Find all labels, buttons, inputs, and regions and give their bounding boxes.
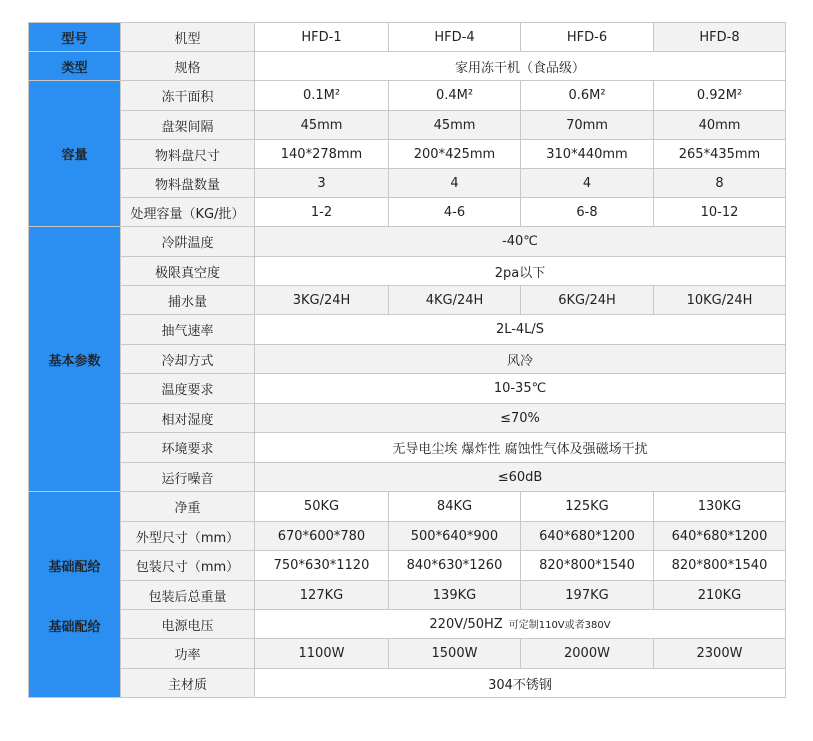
- cell-value: 125KG: [521, 492, 654, 522]
- cell-value: 0.92M²: [654, 81, 786, 111]
- table-row: [29, 404, 786, 433]
- cell-value: 265*435mm: [654, 140, 786, 169]
- row-label: 包装后总重量: [121, 581, 255, 610]
- cell-value: 4: [521, 169, 654, 198]
- cell-value: 45mm: [389, 111, 521, 140]
- cell-value: 10KG/24H: [654, 286, 786, 315]
- row-label: 包装尺寸（mm）: [121, 551, 255, 581]
- spec-value: 304不锈钢: [255, 669, 786, 698]
- cell-value: 2000W: [521, 639, 654, 669]
- cell-value: 820*800*1540: [521, 551, 654, 581]
- row-label: 冷阱温度: [121, 227, 255, 257]
- row-label: 运行噪音: [121, 463, 255, 492]
- table-row: [29, 433, 786, 463]
- cell-value: 4: [389, 169, 521, 198]
- row-label: 抽气速率: [121, 315, 255, 345]
- cell-value: 2300W: [654, 639, 786, 669]
- cell-value: 127KG: [255, 581, 389, 610]
- spec-value: -40℃: [255, 227, 786, 257]
- spec-value: 2L-4L/S: [255, 315, 786, 345]
- cell-value: 0.4M²: [389, 81, 521, 111]
- cell-value: 820*800*1540: [654, 551, 786, 581]
- table-row: [29, 169, 786, 198]
- cell-value: 840*630*1260: [389, 551, 521, 581]
- cell-value: 10-12: [654, 198, 786, 227]
- cell-value: 70mm: [521, 111, 654, 140]
- cell-value: 500*640*900: [389, 522, 521, 551]
- table-row: [29, 610, 786, 639]
- row-label: 极限真空度: [121, 257, 255, 286]
- model-name: HFD-6: [521, 23, 654, 52]
- table-row: [29, 315, 786, 345]
- cell-value: 84KG: [389, 492, 521, 522]
- table-row: [29, 198, 786, 227]
- cell-value: 210KG: [654, 581, 786, 610]
- cell-value: 750*630*1120: [255, 551, 389, 581]
- table-row: [29, 492, 786, 522]
- row-label: 净重: [121, 492, 255, 522]
- row-label: 功率: [121, 639, 255, 669]
- table-row: [29, 669, 786, 698]
- table-row: [29, 81, 786, 111]
- row-label: 主材质: [121, 669, 255, 698]
- cell-value: 6-8: [521, 198, 654, 227]
- model-name: HFD-1: [255, 23, 389, 52]
- section-model: 型号: [29, 23, 121, 52]
- cell-value: 139KG: [389, 581, 521, 610]
- cell-value: 6KG/24H: [521, 286, 654, 315]
- cell-value: 197KG: [521, 581, 654, 610]
- cell-value: 50KG: [255, 492, 389, 522]
- section-config-label: 基础配给: [48, 620, 101, 635]
- row-label: 机型: [121, 23, 255, 52]
- cell-value: 4-6: [389, 198, 521, 227]
- table-row: [29, 111, 786, 140]
- spec-table: [28, 22, 786, 698]
- cell-value: 640*680*1200: [521, 522, 654, 551]
- row-label: 温度要求: [121, 374, 255, 404]
- table-row: [29, 286, 786, 315]
- model-name: HFD-4: [389, 23, 521, 52]
- table-row: [29, 551, 786, 581]
- cell-value: 1100W: [255, 639, 389, 669]
- cell-value: 140*278mm: [255, 140, 389, 169]
- cell-value: 130KG: [654, 492, 786, 522]
- row-label: 相对湿度: [121, 404, 255, 433]
- cell-value: 310*440mm: [521, 140, 654, 169]
- voltage-value: 220V/50HZ: [429, 617, 503, 632]
- cell-value: 8: [654, 169, 786, 198]
- cell-value: 3KG/24H: [255, 286, 389, 315]
- model-name: HFD-8: [654, 23, 786, 52]
- spec-value: 风冷: [255, 345, 786, 374]
- table-row: [29, 581, 786, 610]
- voltage-note: 可定制110V或者380V: [508, 620, 611, 631]
- spec-value: 家用冻干机（食品级）: [255, 52, 786, 81]
- spec-value: 2pa以下: [255, 257, 786, 286]
- spec-value: 10-35℃: [255, 374, 786, 404]
- table-row: [29, 227, 786, 257]
- cell-value: 3: [255, 169, 389, 198]
- cell-value: 670*600*780: [255, 522, 389, 551]
- table-row: [29, 639, 786, 669]
- table-row: [29, 345, 786, 374]
- cell-value: 640*680*1200: [654, 522, 786, 551]
- cell-value: 0.6M²: [521, 81, 654, 111]
- row-label: 冻干面积: [121, 81, 255, 111]
- table-row: [29, 374, 786, 404]
- table-row: [29, 522, 786, 551]
- section-config: [29, 492, 121, 698]
- table-row-model: [29, 23, 786, 52]
- section-type: 类型: [29, 52, 121, 81]
- spec-value: 无导电尘埃 爆炸性 腐蚀性气体及强磁场干扰: [255, 433, 786, 463]
- cell-value: 1-2: [255, 198, 389, 227]
- cell-value: 45mm: [255, 111, 389, 140]
- spec-value: [255, 610, 786, 639]
- cell-value: 1500W: [389, 639, 521, 669]
- table-row-type: [29, 52, 786, 81]
- section-config-label: 基础配给: [48, 560, 101, 575]
- row-label: 物料盘尺寸: [121, 140, 255, 169]
- row-label: 规格: [121, 52, 255, 81]
- row-label: 处理容量（KG/批）: [121, 198, 255, 227]
- table-row: [29, 463, 786, 492]
- row-label: 电源电压: [121, 610, 255, 639]
- row-label: 捕水量: [121, 286, 255, 315]
- table-row: [29, 140, 786, 169]
- row-label: 外型尺寸（mm）: [121, 522, 255, 551]
- row-label: 环境要求: [121, 433, 255, 463]
- spec-value: ≤60dB: [255, 463, 786, 492]
- section-basic-params: 基本参数: [29, 227, 121, 492]
- cell-value: 40mm: [654, 111, 786, 140]
- row-label: 物料盘数量: [121, 169, 255, 198]
- cell-value: 4KG/24H: [389, 286, 521, 315]
- table-row: [29, 257, 786, 286]
- row-label: 冷却方式: [121, 345, 255, 374]
- cell-value: 200*425mm: [389, 140, 521, 169]
- row-label: 盘架间隔: [121, 111, 255, 140]
- spec-value: ≤70%: [255, 404, 786, 433]
- cell-value: 0.1M²: [255, 81, 389, 111]
- section-capacity: 容量: [29, 81, 121, 227]
